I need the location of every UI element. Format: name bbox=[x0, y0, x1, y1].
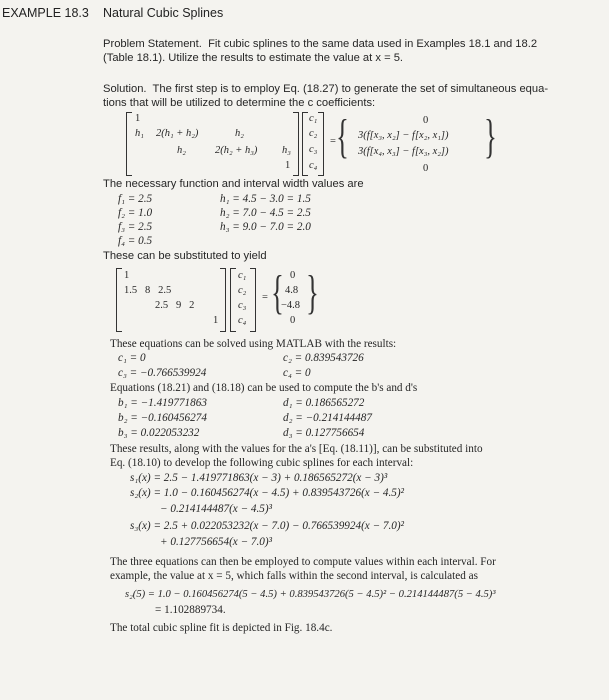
c3-result: c₃ = −0.766539924 bbox=[118, 367, 207, 379]
cvec1-c1: c₁ bbox=[309, 113, 318, 124]
matlab-intro: These equations can be solved using MATLAB with the results: bbox=[110, 338, 397, 350]
spline-s3-line-1: s₃(x) = 2.5 + 0.022053232(x − 7.0) − 0.766539924(x − 7.0)² bbox=[130, 520, 404, 532]
c4-result: c₄ = 0 bbox=[283, 367, 311, 379]
matrix1-r3c: h₃ bbox=[282, 145, 291, 156]
matrix1-rhs4: 0 bbox=[423, 163, 429, 174]
results-line-1: These results, along with the values for the a's [Eq. (18.11)], can be substituted into bbox=[110, 443, 483, 455]
value-h2: h₂ = 7.0 − 4.5 = 2.5 bbox=[220, 207, 311, 219]
cvec2-c3: c₃ bbox=[238, 300, 247, 311]
value-h1: h₁ = 4.5 − 3.0 = 1.5 bbox=[220, 193, 311, 205]
rhs2-left-brace: { bbox=[271, 266, 284, 319]
cvec2-left bbox=[230, 268, 236, 332]
solution-line-1: Solution. The first step is to employ Eq. (18.27) to generate the set of simultaneous equa- bbox=[103, 83, 549, 95]
matrix2-r4: 1 bbox=[213, 315, 219, 326]
rhs2-right-brace: } bbox=[306, 266, 319, 319]
value-f3: f₃ = 2.5 bbox=[118, 221, 153, 233]
cvec1-right bbox=[318, 112, 324, 176]
matrix1-r2c: h₂ bbox=[235, 128, 244, 139]
d2-result: d₂ = −0.214144487 bbox=[283, 412, 372, 424]
results-line-2: Eq. (18.10) to develop the following cubic splines for each interval: bbox=[110, 457, 414, 469]
matrix2-rhs4: 0 bbox=[290, 315, 296, 326]
matrix2-r2: 1.5 8 2.5 bbox=[124, 285, 172, 296]
matrix1-rhs1: 0 bbox=[423, 115, 429, 126]
matrix1-equals: = bbox=[330, 136, 336, 147]
cvec1-c3: c₃ bbox=[309, 144, 318, 155]
problem-line-1: Problem Statement. Fit cubic splines to the same data used in Examples 18.1 and 18.2 bbox=[103, 38, 538, 50]
matrix1-rhs3: 3(f[x₄, x₃] − f[x₃, x₂]) bbox=[358, 146, 449, 157]
example-title: Natural Cubic Splines bbox=[103, 6, 224, 20]
matrix2-equals: = bbox=[262, 292, 268, 303]
matrix1-r3a: h₂ bbox=[177, 145, 186, 156]
matrix1-r1: 1 bbox=[135, 113, 141, 124]
matrix1-rhs2: 3(f[x₃, x₂] − f[x₂, x₁]) bbox=[358, 130, 449, 141]
matrix2-right-bracket bbox=[220, 268, 226, 332]
matrix1-r2a: h₁ bbox=[135, 128, 144, 139]
cvec1-c2: c₂ bbox=[309, 128, 318, 139]
matrix2-rhs3: −4.8 bbox=[281, 300, 301, 311]
problem-line-2: (Table 18.1). Utilize the results to estimate the value at x = 5. bbox=[103, 52, 404, 64]
matrix1-r4: 1 bbox=[285, 160, 291, 171]
b2-result: b₂ = −0.160456274 bbox=[118, 412, 207, 424]
spline-s1: s₁(x) = 2.5 − 1.419771863(x − 3) + 0.186565272(x − 3)³ bbox=[130, 472, 388, 484]
conclusion-line-2: example, the value at x = 5, which falls within the second interval, is calculated as bbox=[110, 570, 478, 582]
final-line: The total cubic spline fit is depicted in Fig. 18.4c. bbox=[110, 622, 333, 634]
spline-s2-line-1: s₂(x) = 1.0 − 0.160456274(x − 4.5) + 0.839543726(x − 4.5)² bbox=[130, 487, 404, 499]
value-f2: f₂ = 1.0 bbox=[118, 207, 153, 219]
matrix1-left-bracket bbox=[126, 112, 132, 176]
matrix2-left-bracket bbox=[116, 268, 122, 332]
cvec1-c4: c₄ bbox=[309, 160, 318, 171]
matrix1-r3b: 2(h₂ + h₃) bbox=[215, 145, 258, 156]
solution-line-2: tions that will be utilized to determine the c coefficients: bbox=[103, 97, 376, 109]
b1-result: b₁ = −1.419771863 bbox=[118, 397, 207, 409]
b3-result: b₃ = 0.022053232 bbox=[118, 427, 200, 439]
matrix2-r3: 2.5 9 2 bbox=[155, 300, 195, 311]
matrix1-right-bracket bbox=[293, 112, 299, 176]
matrix2-rhs1: 0 bbox=[290, 270, 296, 281]
d3-result: d₃ = 0.127756654 bbox=[283, 427, 365, 439]
value-f4: f₄ = 0.5 bbox=[118, 235, 153, 247]
matrix2-r1: 1 bbox=[124, 270, 130, 281]
cvec1-left bbox=[302, 112, 308, 176]
values-intro: The necessary function and interval width values are bbox=[103, 178, 364, 190]
equations-intro: Equations (18.21) and (18.18) can be used to compute the b's and d's bbox=[110, 382, 418, 394]
conclusion-line-1: The three equations can then be employed to compute values within each interval. For bbox=[110, 556, 496, 568]
value-h3: h₃ = 9.0 − 7.0 = 2.0 bbox=[220, 221, 311, 233]
substitution-intro: These can be substituted to yield bbox=[103, 250, 267, 262]
matrix1-r2b: 2(h₁ + h₂) bbox=[156, 128, 199, 139]
c1-result: c₁ = 0 bbox=[118, 352, 146, 364]
evaluation-line-1: s₂(5) = 1.0 − 0.160456274(5 − 4.5) + 0.839543726(5 − 4.5)² − 0.214144487(5 − 4.5)³ bbox=[125, 589, 496, 600]
d1-result: d₁ = 0.186565272 bbox=[283, 397, 365, 409]
spline-s3-line-2: + 0.127756654(x − 7.0)³ bbox=[160, 536, 272, 548]
cvec2-c2: c₂ bbox=[238, 285, 247, 296]
rhs1-left-brace: { bbox=[336, 110, 349, 163]
value-f1: f₁ = 2.5 bbox=[118, 193, 153, 205]
evaluation-line-2: = 1.102889734. bbox=[155, 604, 226, 616]
spline-s2-line-2: − 0.214144487(x − 4.5)³ bbox=[160, 503, 272, 515]
cvec2-c4: c₄ bbox=[238, 315, 247, 326]
rhs1-right-brace: } bbox=[484, 110, 497, 163]
cvec2-right bbox=[250, 268, 256, 332]
matrix2-rhs2: 4.8 bbox=[285, 285, 299, 296]
example-label: EXAMPLE 18.3 bbox=[2, 6, 89, 20]
cvec2-c1: c₁ bbox=[238, 270, 247, 281]
c2-result: c₂ = 0.839543726 bbox=[283, 352, 364, 364]
